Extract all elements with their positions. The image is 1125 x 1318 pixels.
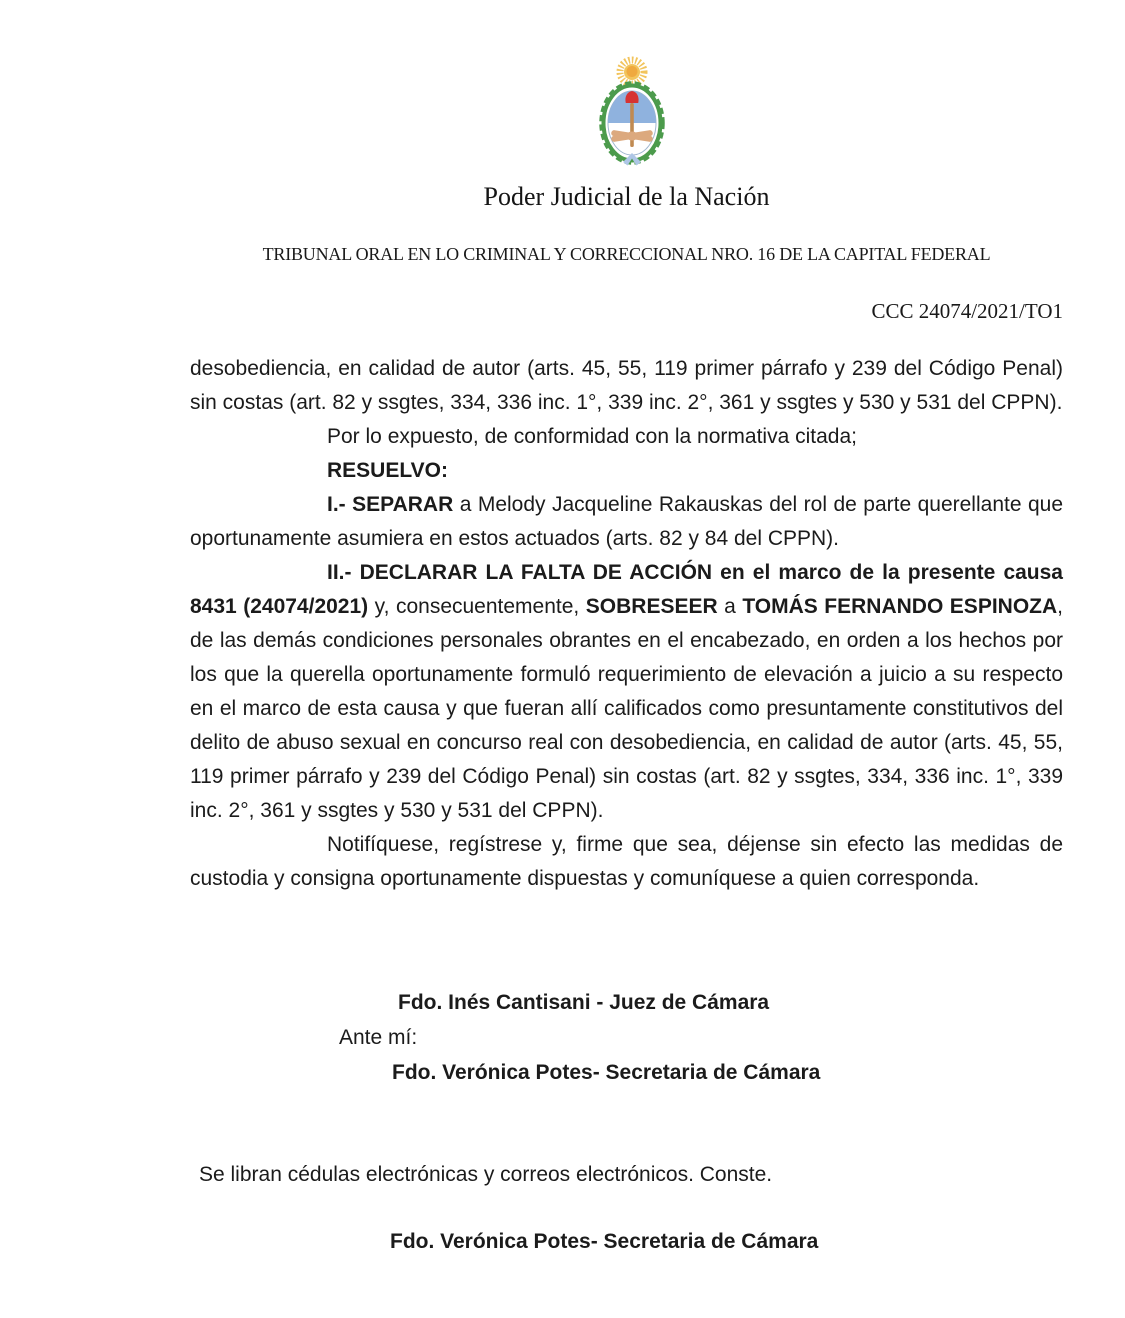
institution-title: Poder Judicial de la Nación (483, 182, 770, 211)
closing-note: Se libran cédulas electrónicas y correos electrónicos. Conste. (199, 1163, 773, 1186)
bold-run: RESUELVO: (327, 459, 448, 482)
paragraph (190, 556, 1063, 828)
text-run: Notifíquese, regístrese y, firme que sea, déjense sin efecto las medidas de custodia y consigna oportunamente dispuestas y comuníquese a quien corresponda. (190, 833, 1063, 890)
text-run: Por lo expuesto, de conformidad con la normativa citada; (327, 425, 857, 448)
bold-run: TOMÁS FERNANDO ESPINOZA (742, 595, 1058, 618)
signature-secretary: Fdo. Verónica Potes- Secretaria de Cámara (392, 1061, 821, 1084)
text-run: a Melody Jacqueline Rakauskas del rol de parte querellante que oportunamente asumiera en estos actuados (arts. 82 y 84 del CPPN). (190, 493, 1064, 550)
text-run: a (717, 595, 743, 618)
text-run: , de las demás condiciones personales obrantes en el encabezado, en orden a los hechos por los que la querella oportunamente formuló requerimiento de elevación a juicio a su respecto en el marco de esta causa y que fueran allí calificados como presuntamente constitutivos del delito de abuso sexual en concurso real con desobediencia, en calidad de autor (arts. 45, 55, 119 primer párrafo y 239 del Código Penal) sin costas (art. 82 y ssgtes, 334, 336 inc. 1°, 339 inc. 2°, 361 y ssgtes y 530 y 531 del CPPN). (190, 595, 1063, 822)
text-run: desobediencia, en calidad de autor (arts. 45, 55, 119 primer párrafo y 239 del Código Penal) sin costas (art. 82 y ssgtes, 334, 336 inc. 1°, 339 inc. 2°, 361 y ssgtes y 530 y 531 del CPPN). (190, 357, 1063, 414)
argentina-coat-of-arms-icon (597, 54, 667, 168)
paragraph (190, 420, 1063, 454)
tribunal-header: TRIBUNAL ORAL EN LO CRIMINAL Y CORRECCIONAL NRO. 16 DE LA CAPITAL FEDERAL (262, 244, 991, 264)
paragraph (190, 828, 1063, 896)
signature-judge: Fdo. Inés Cantisani - Juez de Cámara (398, 991, 770, 1014)
bold-run: SOBRESEER (585, 595, 718, 618)
case-number: CCC 24074/2021/TO1 (871, 299, 1063, 323)
sun-icon (620, 60, 644, 84)
paragraph (190, 352, 1063, 420)
bold-run: I.- SEPARAR (327, 493, 454, 516)
ante-mi-label: Ante mí: (339, 1026, 418, 1049)
document-body (190, 352, 1063, 896)
text-run: y, consecuentemente, (368, 595, 586, 618)
signature-secretary-2: Fdo. Verónica Potes- Secretaria de Cámara (390, 1230, 819, 1253)
bold-run: II.- DECLARAR LA FALTA DE ACCIÓN en el marco de la presente causa 8431 (24074/2021) (190, 561, 1063, 618)
paragraph (190, 454, 1063, 488)
paragraph (190, 488, 1063, 556)
clasped-hands-icon (611, 130, 653, 142)
